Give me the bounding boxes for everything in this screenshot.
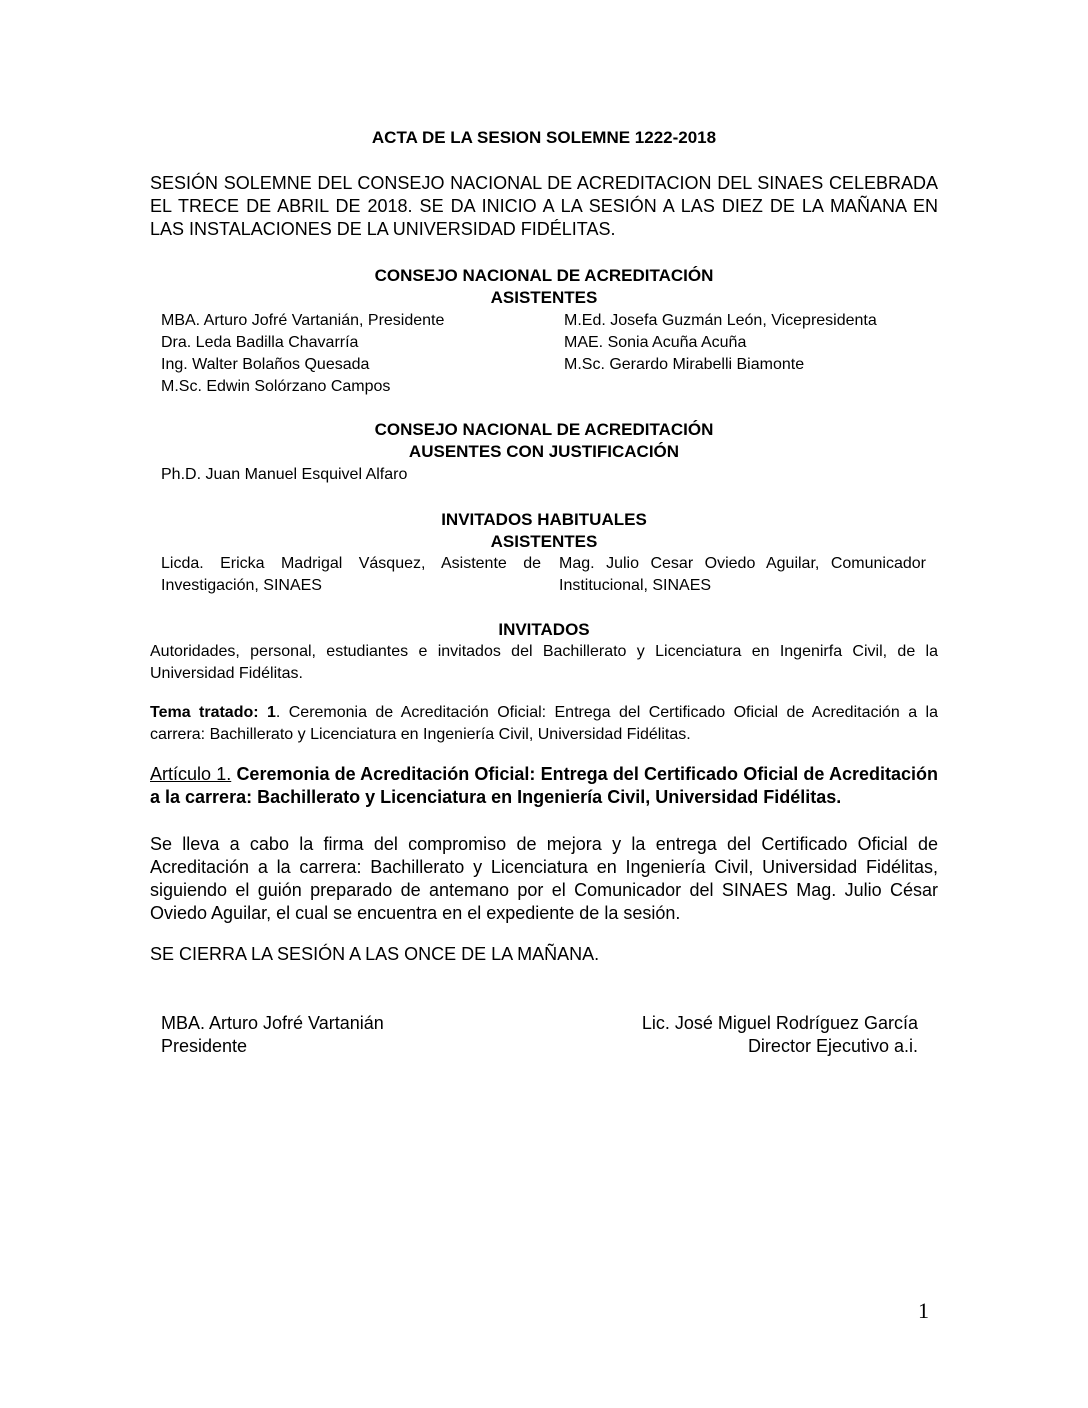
member-name: M.Sc. Edwin Solórzano Campos (161, 378, 391, 395)
council-absent-names (161, 464, 407, 486)
topic-paragraph (150, 702, 938, 746)
article-body: Se lleva a cabo la firma del compromiso de mejora y la entrega del Certificado Oficial de Acreditación a la carrera: Bachillerato y Licenciatura en Ingeniería Civil, Universidad Fidélitas, siguiendo el guión preparado de antemano por el Comunicador del SINAES Mag. Julio César Oviedo Aguilar, el cual se encuentra en el expediente de la sesión. (150, 834, 938, 923)
article-title: Ceremonia de Acreditación Oficial: Entrega del Certificado Oficial de Acreditación a la carrera: Bachillerato y Licenciatura en Ingeniería Civil, Universidad Fidélitas. (150, 764, 938, 807)
signature-right (642, 1012, 918, 1058)
guests-heading (150, 619, 938, 641)
signatory-role: Director Ejecutivo a.i. (747, 1036, 918, 1056)
regular-guests-heading (150, 509, 938, 553)
signature-left (161, 1012, 384, 1058)
section-subheading: AUSENTES CON JUSTIFICACIÓN (408, 442, 680, 461)
topic-label: Tema tratado: 1 (150, 704, 276, 721)
member-name: M.Sc. Gerardo Mirabelli Biamonte (564, 356, 805, 373)
article-label: Artículo 1. (150, 764, 232, 784)
intro-line: CELEBRADA EL TRECE DE ABRIL DE 2018. SE DA INICIO A LA SESIÓN A LAS DIEZ (150, 173, 938, 216)
section-heading: INVITADOS (498, 620, 590, 639)
guests-paragraph: Autoridades, personal, estudiantes e invitados del Bachillerato y Licenciatura en Ingenirfa Civil, de la Universidad Fidélitas. (150, 643, 938, 682)
council-present-heading (150, 265, 938, 309)
section-heading: CONSEJO NACIONAL DE ACREDITACIÓN (374, 420, 714, 439)
member-name: Ing. Walter Bolaños Quesada (161, 356, 370, 373)
signatory-name: Lic. José Miguel Rodríguez García (641, 1013, 918, 1033)
intro-line: SESIÓN SOLEMNE DEL CONSEJO NACIONAL DE ACREDITACION DEL SINAES (150, 173, 824, 193)
page-number: 1 (918, 1298, 929, 1323)
member-name: MAE. Sonia Acuña Acuña (564, 334, 747, 351)
council-absent-heading (150, 419, 938, 463)
member-name: Ph.D. Juan Manuel Esquivel Alfaro (161, 466, 408, 483)
intro-paragraph (150, 172, 938, 241)
regular-guest-right: Mag. Julio Cesar Oviedo Aguilar, Comunicador Institucional, SINAES (559, 555, 926, 594)
document-title: ACTA DE LA SESION SOLEMNE 1222-2018 (371, 128, 717, 147)
article-heading (150, 763, 938, 809)
intro-line: DE LA MAÑANA EN LAS INSTALACIONES DE LA UNIVERSIDAD FIDÉLITAS. (150, 196, 938, 239)
section-subheading: ASISTENTES (490, 288, 598, 307)
council-present-left-column (161, 310, 444, 398)
section-heading: CONSEJO NACIONAL DE ACREDITACIÓN (374, 266, 714, 285)
section-subheading: ASISTENTES (490, 532, 598, 551)
member-name: MBA. Arturo Jofré Vartanián, Presidente (161, 312, 445, 329)
member-name: M.Ed. Josefa Guzmán León, Vicepresidenta (564, 312, 877, 329)
council-present-right-column (564, 310, 877, 376)
member-name: Dra. Leda Badilla Chavarría (161, 334, 359, 351)
topic-text: . Ceremonia de Acreditación Oficial: Entrega del Certificado Oficial de Acreditación a la carrera: Bachillerato y Licenciatura en Ingeniería Civil, Universidad Fidélitas. (150, 704, 939, 743)
signatory-name: MBA. Arturo Jofré Vartanián (161, 1013, 384, 1033)
closing-statement: SE CIERRA LA SESIÓN A LAS ONCE DE LA MAÑANA. (150, 944, 600, 964)
section-heading: INVITADOS HABITUALES (441, 510, 647, 529)
regular-guest-left: Licda. Ericka Madrigal Vásquez, Asistente de Investigación, SINAES (161, 555, 541, 594)
signatory-role: Presidente (161, 1036, 248, 1056)
